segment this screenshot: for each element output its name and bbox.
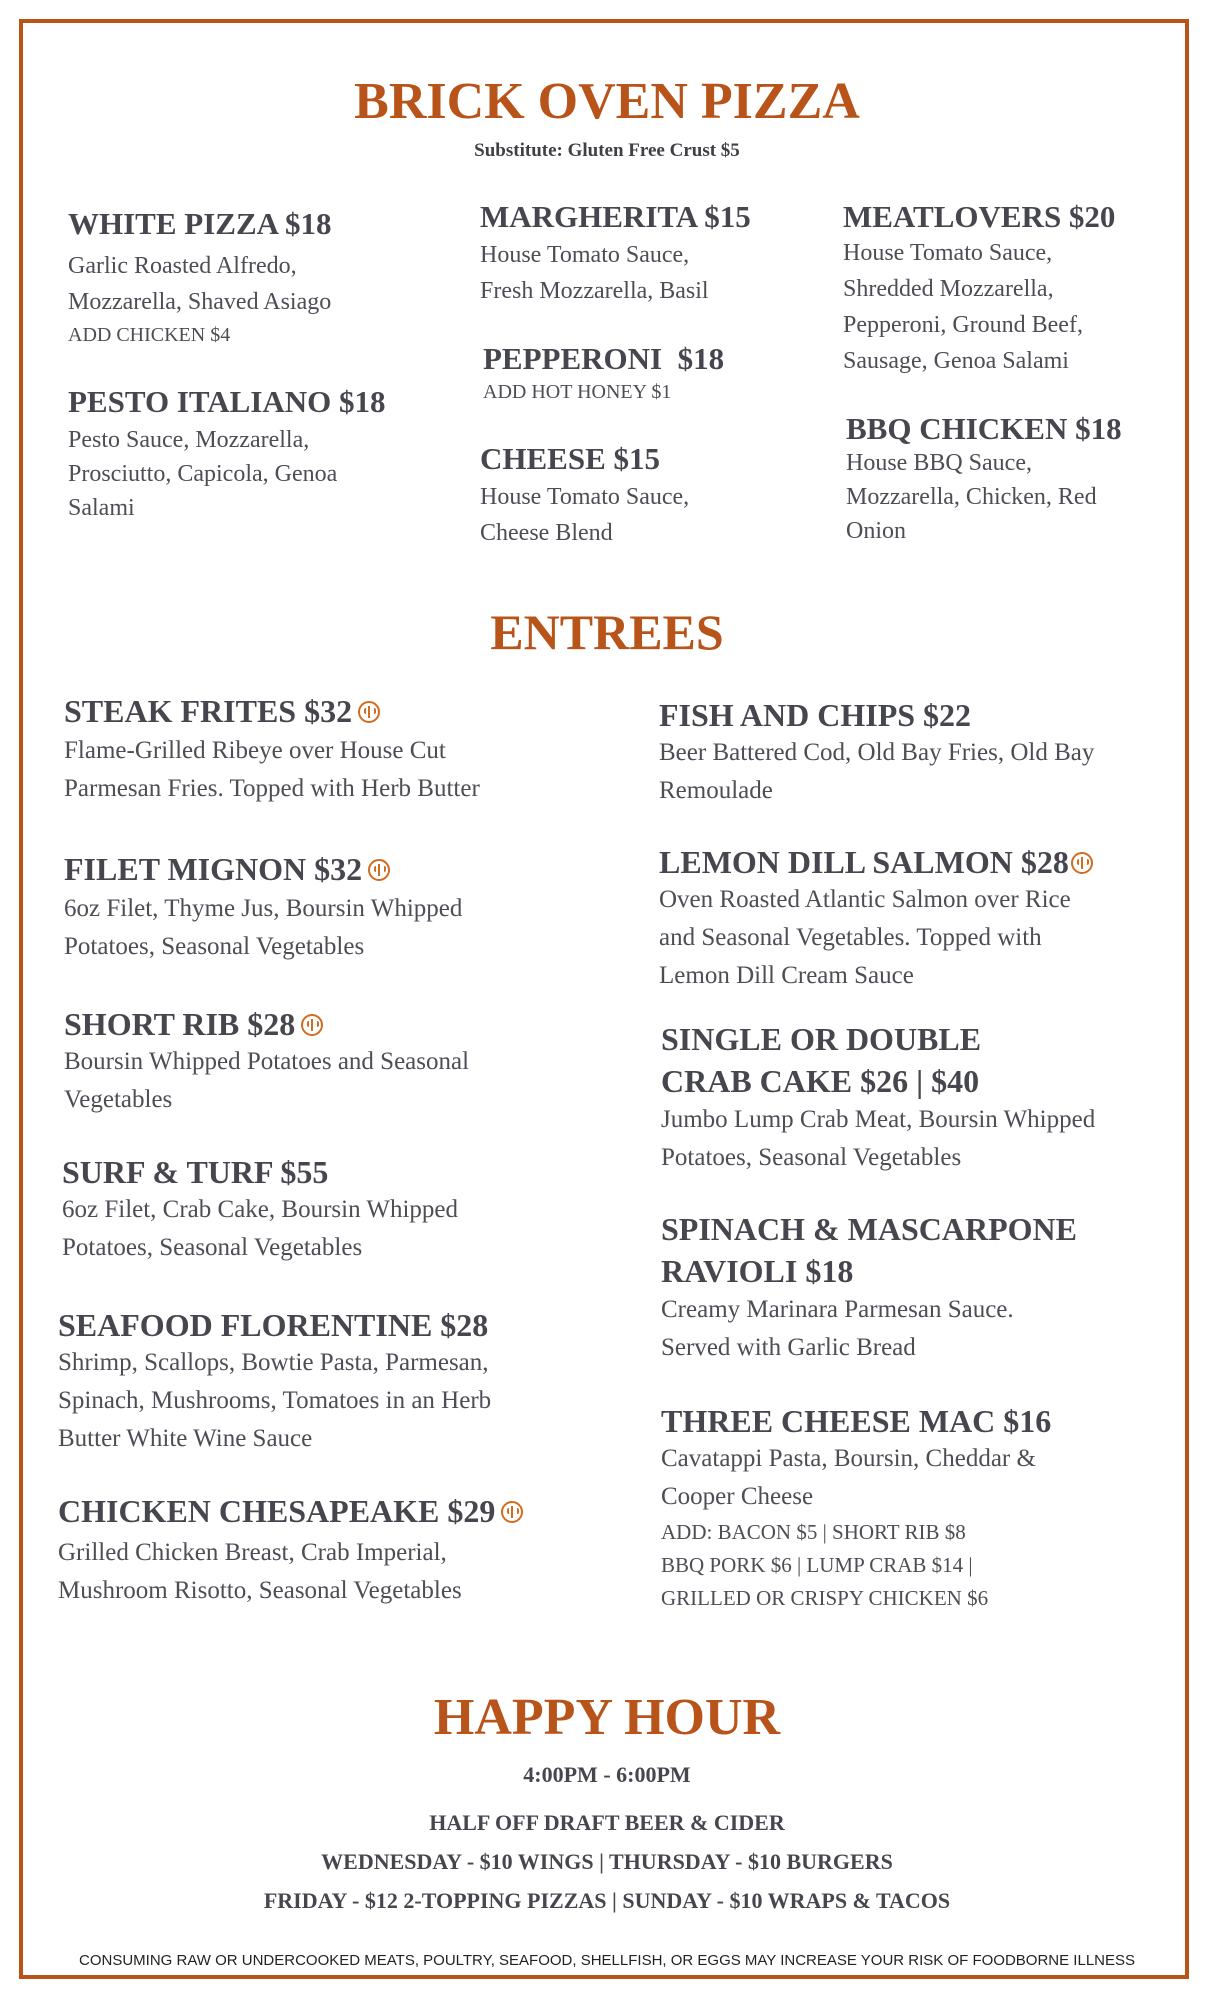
menu-item-pesto-italiano: [68, 383, 386, 526]
item-name: FISH AND CHIPS $22: [659, 697, 972, 733]
item-desc-line: 6oz Filet, Thyme Jus, Boursin Whipped: [64, 895, 463, 923]
item-desc-line: Vegetables: [64, 1086, 173, 1114]
happy-hour-line: HALF OFF DRAFT BEER & CIDER: [429, 1810, 785, 1835]
item-desc-line: Potatoes, Seasonal Vegetables: [661, 1143, 962, 1171]
item-desc-line: Mozzarella, Chicken, Red: [846, 484, 1097, 511]
gluten-free-icon: [1071, 852, 1093, 874]
item-name: RAVIOLI $18: [661, 1253, 854, 1290]
menu-item-surf-and-turf: [62, 1153, 458, 1267]
item-name: CHEESE $15: [480, 441, 661, 476]
item-name: PESTO ITALIANO $18: [68, 384, 386, 419]
happy-hour-section-title: HAPPY HOUR: [433, 1689, 781, 1746]
item-desc-line: Potatoes, Seasonal Vegetables: [62, 1234, 363, 1262]
item-add-on: ADD: BACON $5 | SHORT RIB $8: [661, 1520, 966, 1545]
item-name: THREE CHEESE MAC $16: [661, 1403, 1052, 1439]
happy-hour-line: FRIDAY - $12 2-TOPPING PIZZAS | SUNDAY - $10 WRAPS & TACOS: [263, 1888, 951, 1913]
menu-item-filet-mignon: [64, 850, 462, 966]
item-desc-line: Parmesan Fries. Topped with Herb Butter: [64, 775, 480, 803]
item-name: BBQ CHICKEN $18: [846, 411, 1122, 446]
food-safety-disclaimer: CONSUMING RAW OR UNDERCOOKED MEATS, POULTRY, SEAFOOD, SHELLFISH, OR EGGS MAY INCREASE YOUR RISK OF FOODBORNE ILLNESS: [78, 1952, 1136, 1969]
item-name: STEAK FRITES $32: [64, 693, 353, 729]
item-desc-line: Jumbo Lump Crab Meat, Boursin Whipped: [661, 1105, 1096, 1133]
item-desc-line: Shrimp, Scallops, Bowtie Pasta, Parmesan,: [58, 1349, 489, 1377]
item-desc-line: Cheese Blend: [480, 520, 613, 547]
item-desc-line: Butter White Wine Sauce: [58, 1425, 313, 1453]
item-desc-line: Mushroom Risotto, Seasonal Vegetables: [58, 1577, 462, 1605]
item-desc-line: Grilled Chicken Breast, Crab Imperial,: [58, 1539, 447, 1567]
item-desc-line: Pepperoni, Ground Beef,: [843, 312, 1083, 339]
menu-item-three-cheese-mac: [661, 1402, 1051, 1615]
gluten-free-icon: [368, 859, 390, 881]
menu-item-margherita: [480, 198, 751, 309]
item-desc-line: Prosciutto, Capicola, Genoa: [68, 461, 338, 488]
item-name: PEPPERONI $18: [483, 341, 725, 376]
menu-item-spinach-mascarpone-ravioli: [661, 1210, 1077, 1367]
item-desc-line: Creamy Marinara Parmesan Sauce.: [661, 1295, 1014, 1323]
item-name: WHITE PIZZA $18: [68, 206, 332, 241]
menu-item-steak-frites: [64, 692, 480, 808]
menu-item-seafood-florentine: [58, 1306, 491, 1458]
menu-item-pepperoni: [483, 340, 724, 407]
menu-item-crab-cake: [661, 1020, 1095, 1177]
item-desc-line: Salami: [68, 495, 135, 522]
item-name: MARGHERITA $15: [480, 199, 751, 234]
menu-item-lemon-dill-salmon: [659, 843, 1093, 995]
happy-hour-line: WEDNESDAY - $10 WINGS | THURSDAY - $10 BURGERS: [321, 1849, 893, 1874]
item-desc-line: Beer Battered Cod, Old Bay Fries, Old Bay: [659, 739, 1095, 767]
item-add-on: BBQ PORK $6 | LUMP CRAB $14 |: [661, 1553, 973, 1578]
item-desc-line: Sausage, Genoa Salami: [843, 348, 1069, 375]
item-name: SPINACH & MASCARPONE: [661, 1211, 1077, 1247]
menu-item-chicken-chesapeake: [58, 1492, 523, 1610]
gluten-free-icon: [501, 1501, 523, 1523]
item-desc-line: House BBQ Sauce,: [846, 450, 1032, 477]
item-name: SEAFOOD FLORENTINE $28: [58, 1307, 489, 1343]
item-desc-line: Oven Roasted Atlantic Salmon over Rice: [659, 886, 1071, 914]
item-desc-line: Fresh Mozzarella, Basil: [480, 278, 709, 305]
item-desc-line: Garlic Roasted Alfredo,: [68, 253, 297, 280]
item-desc-line: Remoulade: [659, 777, 773, 805]
pizza-section-title: BRICK OVEN PIZZA: [354, 73, 860, 130]
gluten-free-icon: [301, 1014, 323, 1036]
item-add-on: ADD CHICKEN $4: [68, 324, 231, 347]
menu-item-cheese: [480, 440, 689, 551]
menu-item-white-pizza: [68, 205, 332, 350]
item-desc-line: House Tomato Sauce,: [480, 484, 690, 511]
entrees-section-title: ENTREES: [490, 604, 724, 660]
item-name: SINGLE OR DOUBLE: [661, 1021, 982, 1057]
item-desc-line: House Tomato Sauce,: [480, 242, 690, 269]
item-name: MEATLOVERS $20: [843, 199, 1116, 234]
menu-item-meatlovers: [843, 198, 1115, 379]
gluten-free-crust-note: Substitute: Gluten Free Crust $5: [474, 140, 740, 161]
menu-item-bbq-chicken: [846, 410, 1122, 549]
item-add-on: GRILLED OR CRISPY CHICKEN $6: [661, 1586, 989, 1611]
item-desc-line: Cooper Cheese: [661, 1483, 814, 1511]
item-name: SHORT RIB $28: [64, 1006, 296, 1042]
menu-item-fish-and-chips: [659, 696, 1094, 810]
item-add-on: ADD HOT HONEY $1: [483, 381, 672, 404]
item-desc-line: Shredded Mozzarella,: [843, 276, 1054, 303]
item-desc-line: Flame-Grilled Ribeye over House Cut: [64, 737, 446, 765]
item-desc-line: Lemon Dill Cream Sauce: [659, 962, 914, 990]
item-name: SURF & TURF $55: [62, 1154, 329, 1190]
menu-item-short-rib: [64, 1005, 469, 1119]
item-desc-line: Onion: [846, 518, 906, 545]
item-desc-line: 6oz Filet, Crab Cake, Boursin Whipped: [62, 1196, 459, 1224]
item-name: CHICKEN CHESAPEAKE $29: [58, 1493, 496, 1529]
item-desc-line: Boursin Whipped Potatoes and Seasonal: [64, 1048, 470, 1076]
happy-hour-time: 4:00PM - 6:00PM: [523, 1762, 691, 1787]
item-desc-line: Cavatappi Pasta, Boursin, Cheddar &: [661, 1445, 1036, 1473]
item-desc-line: Potatoes, Seasonal Vegetables: [64, 933, 365, 961]
item-desc-line: Served with Garlic Bread: [661, 1333, 916, 1361]
item-desc-line: and Seasonal Vegetables. Topped with: [659, 924, 1042, 952]
item-name: CRAB CAKE $26 | $40: [661, 1063, 980, 1100]
gluten-free-icon: [358, 701, 380, 723]
item-name: LEMON DILL SALMON $28: [659, 844, 1069, 880]
item-name: FILET MIGNON $32: [64, 851, 363, 887]
item-desc-line: Pesto Sauce, Mozzarella,: [68, 427, 310, 454]
item-desc-line: Mozzarella, Shaved Asiago: [68, 289, 332, 316]
item-desc-line: House Tomato Sauce,: [843, 240, 1053, 267]
item-desc-line: Spinach, Mushrooms, Tomatoes in an Herb: [58, 1387, 492, 1415]
